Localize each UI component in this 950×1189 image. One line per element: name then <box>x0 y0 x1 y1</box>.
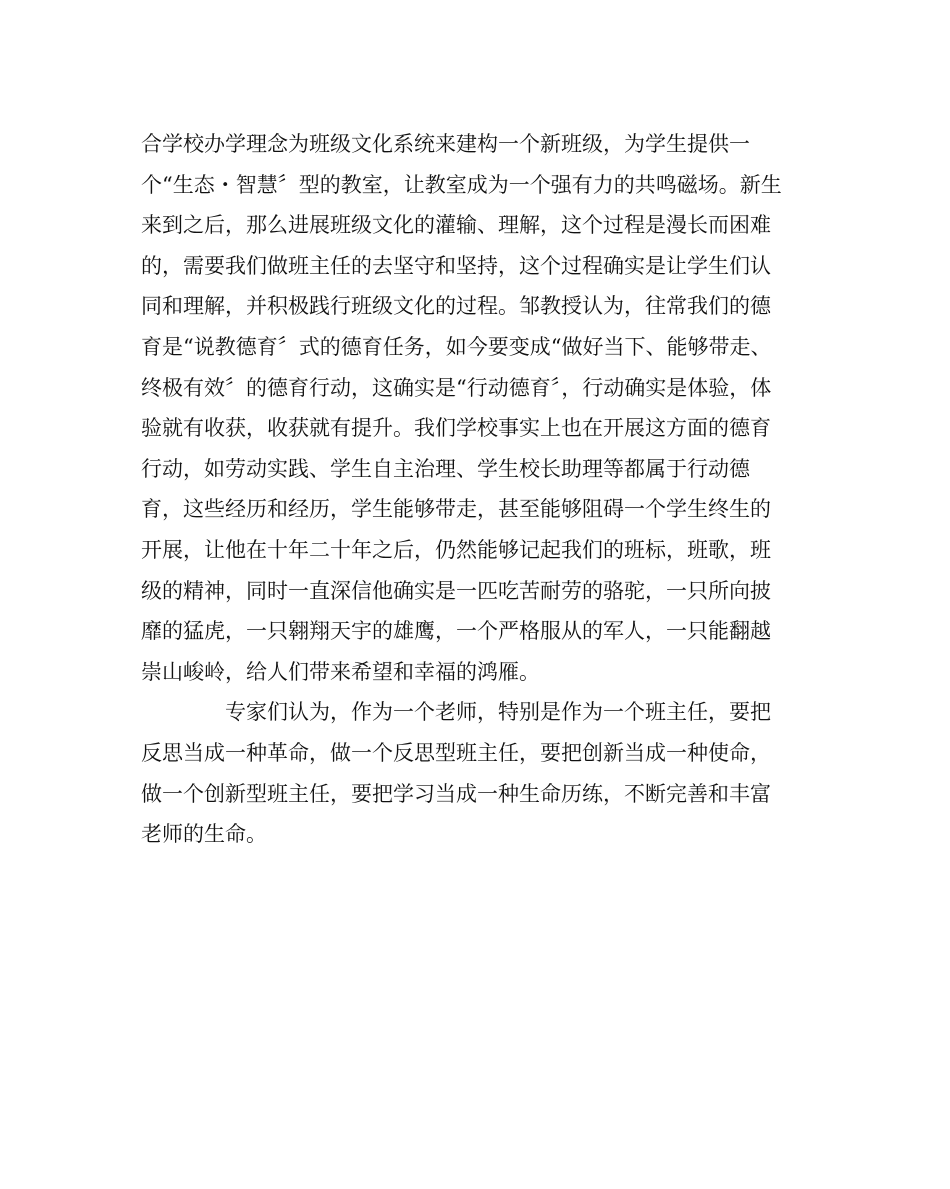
paragraph-line: 级的精神，同时一直深信他确实是一匹吃苦耐劳的骆驼，一只所向披 <box>141 578 771 603</box>
paragraph-line: 同和理解，并积极践行班级文化的过程。邹教授认为，往常我们的德 <box>141 294 771 319</box>
paragraph-line: 终极有效〞的德育行动，这确实是“行动德育〞，行动确实是体验，体 <box>141 375 772 400</box>
paragraph-line: 老师的生命。 <box>141 822 267 847</box>
paragraph-line: 开展，让他在十年二十年之后，仍然能够记起我们的班标，班歌，班 <box>141 537 771 562</box>
paragraph-line: 行动，如劳动实践、学生自主治理、学生校长助理等都属于行动德 <box>141 456 750 481</box>
paragraph-line: 靡的猛虎，一只翱翔天宇的雄鹰，一个严格服从的军人，一只能翻越 <box>141 619 771 644</box>
body-text <box>141 124 821 855</box>
paragraph-line: 合学校办学理念为班级文化系统来建构一个新班级，为学生提供一 <box>141 132 750 156</box>
paragraph-line: 崇山峻岭，给人们带来希望和幸福的鸿雁。 <box>141 659 540 684</box>
paragraph-line: 育是“说教德育〞式的德育任务，如今要变成“做好当下、能够带走、 <box>141 334 772 359</box>
paragraph-line: 专家们认为，作为一个老师，特别是作为一个班主任，要把 <box>225 700 771 725</box>
paragraph-line: 育，这些经历和经历，学生能够带走，甚至能够阻碍一个学生终生的 <box>141 497 771 522</box>
paragraph-line: 个“生态・智慧〞型的教室，让教室成为一个强有力的共鸣磁场。新生 <box>141 172 782 197</box>
paragraph-line: 反思当成一种革命，做一个反思型班主任，要把创新当成一种使命， <box>141 740 771 765</box>
paragraph-line: 验就有收获，收获就有提升。我们学校事实上也在开展这方面的德育 <box>141 416 771 441</box>
paragraph-line: 来到之后，那么进展班级文化的灌输、理解，这个过程是漫长而困难 <box>141 213 771 238</box>
paragraph-line: 做一个创新型班主任，要把学习当成一种生命历练，不断完善和丰富 <box>141 781 771 806</box>
paragraph-line: 的，需要我们做班主任的去坚守和坚持，这个过程确实是让学生们认 <box>141 253 771 278</box>
